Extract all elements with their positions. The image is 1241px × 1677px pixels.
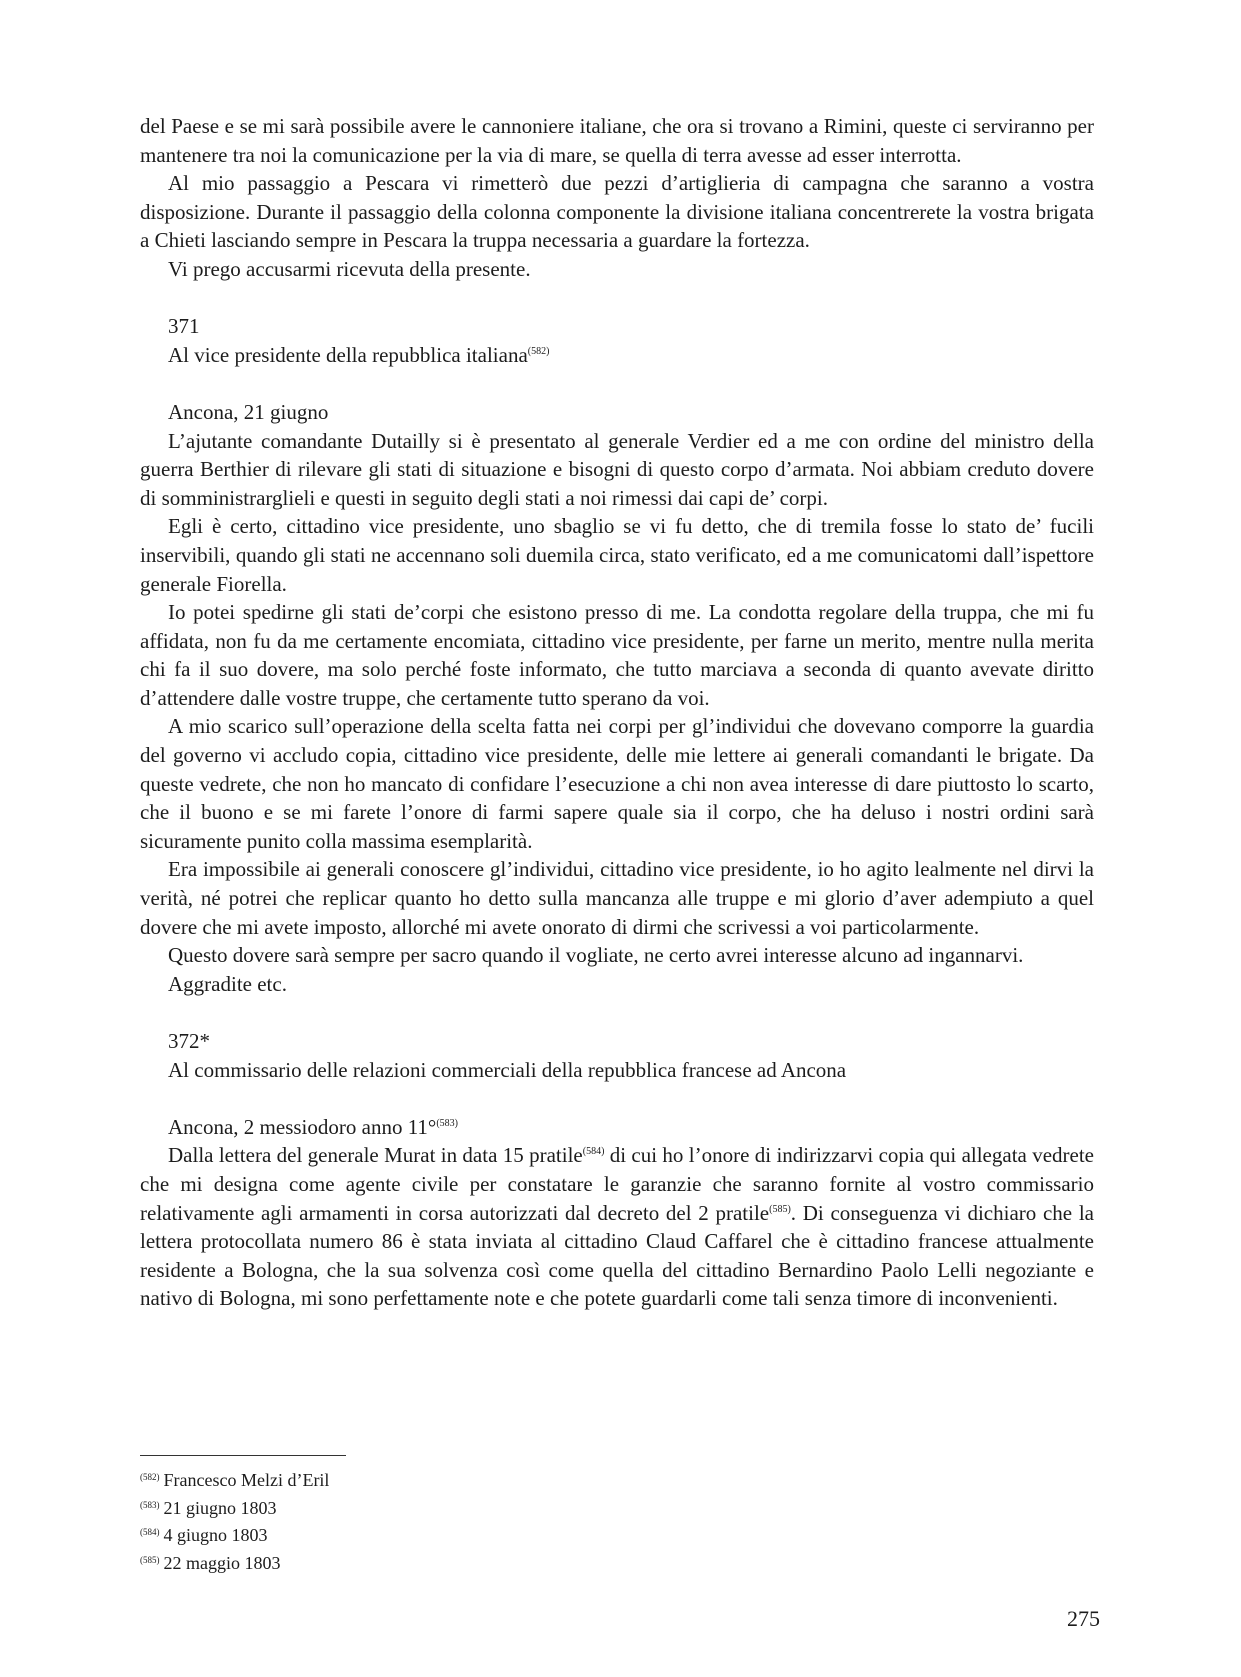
footnote-text: 21 giugno 1803 bbox=[163, 1497, 277, 1518]
paragraph: Al mio passaggio a Pescara vi rimetterò due pezzi d’artiglieria di campagna che saranno a vostra disposizione. Durante il passaggio della colonna componente la divisione italiana concentrerete la vostra brigata a Chieti lasciando sempre in Pescara la truppa necessaria a guardare la fortezza. bbox=[140, 171, 1094, 253]
letter-addressee: Al commissario delle relazioni commerciali della repubblica francese ad Ancona bbox=[168, 1057, 847, 1082]
footnote-ref[interactable]: (584) bbox=[582, 1146, 605, 1158]
text-run: . Di conseguenza vi dichiaro che la lettera protocollata numero 86 è stata inviata al cittadino Claud Caffarel che è cittadino francese attualmente residente a Bologna, che la sua solvenza così come quella del cittadino Bernardino Paolo Lelli negoziante e nativo di Bologna, mi sono perfettamente note e che potete guardarli come tali senza timore di inconvenienti. bbox=[140, 1200, 1094, 1311]
page-number: 275 bbox=[1067, 1606, 1100, 1631]
text-run: di cui ho l’onore di indirizzarvi copia qui allegata vedrete che mi designa come agente civile per constatare le garanzie che saranno fornite al vostro commissario relativamente agli armamenti in corsa autorizzati dal decreto del 2 pratile bbox=[140, 1143, 1094, 1225]
footnote bbox=[140, 1548, 329, 1576]
page-body bbox=[140, 112, 1094, 1313]
footnote-ref[interactable]: (582) bbox=[527, 345, 550, 357]
text-run: Dalla lettera del generale Murat in data 15 pratile bbox=[168, 1143, 583, 1168]
footnote-text: 22 maggio 1803 bbox=[163, 1552, 281, 1573]
paragraph: Vi prego accusarmi ricevuta della presente. bbox=[168, 256, 531, 281]
paragraph: Io potei spedirne gli stati de’corpi che esistono presso di me. La condotta regolare della truppa, che mi fu affidata, non fu da me certamente encomiata, cittadino vice presidente, per farne un merito, mentre nulla merita chi fa il suo dovere, ma solo perché foste informato, che tutto marciava a seconda di quanto avevate diritto d’attendere dalle vostre truppe, che certamente tutto sperano da voi. bbox=[140, 600, 1094, 710]
paragraph: Questo dovere sarà sempre per sacro quando il vogliate, ne certo avrei interesse alcuno ad ingannarvi. bbox=[168, 943, 1024, 968]
letter-date: Ancona, 21 giugno bbox=[168, 399, 329, 424]
paragraph: A mio scarico sull’operazione della scelta fatta nei corpi per gl’individui che dovevano comporre la guardia del governo vi accludo copia, cittadino vice presidente, delle mie lettere ai generali comandanti le brigate. Da queste vedrete, che non ho mancato di confidare l’esecuzione a chi non avea interesse di dare piuttosto lo scarto, che il buono e se mi farete l’onore di farmi sapere quale sia il corpo, che ha deluso i nostri ordini sarà sicuramente punito colla massima esemplarità. bbox=[140, 714, 1094, 853]
footnote bbox=[140, 1520, 329, 1548]
footnote-num: (585) bbox=[140, 1554, 160, 1565]
footnote-ref[interactable]: (585) bbox=[769, 1203, 791, 1215]
footnote bbox=[140, 1465, 329, 1493]
date-text: Ancona, 2 messiodoro anno 11° bbox=[168, 1114, 437, 1139]
letter-addressee bbox=[140, 341, 1094, 370]
footnote bbox=[140, 1493, 329, 1521]
paragraph: Era impossibile ai generali conoscere gl’individui, cittadino vice presidente, io ho agito lealmente nel dirvi la verità, né potrei che replicar quanto ho detto sulla mancanza alle truppe e mi glorio d’aver adempiuto a quel dovere che mi avete imposto, allorché mi avete onorato di dirmi che scrivessi a voi particolarmente. bbox=[140, 857, 1094, 939]
letter-number: 372* bbox=[168, 1029, 210, 1053]
paragraph: del Paese e se mi sarà possibile avere le cannoniere italiane, che ora si trovano a Rimini, queste ci serviranno per mantenere tra noi la comunicazione per la via di mare, se quella di terra avesse ad esser interrotta. bbox=[140, 114, 1094, 167]
letter-number: 371 bbox=[168, 314, 200, 339]
footnote-text: Francesco Melzi d’Eril bbox=[163, 1470, 330, 1490]
footnote-num: (582) bbox=[140, 1472, 160, 1482]
paragraph: Egli è certo, cittadino vice presidente, uno sbaglio se vi fu detto, che di tremila fosse lo stato de’ fucili inservibili, quando gli stati ne accennano soli duemila circa, stato verificato, ed a me comunicatomi dall’ispettore generale Fiorella. bbox=[140, 514, 1094, 596]
footnote-divider bbox=[140, 1455, 346, 1456]
footnote-num: (583) bbox=[140, 1499, 160, 1510]
letter-date bbox=[140, 1113, 1094, 1142]
closing: Aggradite etc. bbox=[168, 971, 287, 996]
footnote-ref[interactable]: (583) bbox=[436, 1117, 458, 1129]
paragraph: L’ajutante comandante Dutailly si è presentato al generale Verdier ed a me con ordine del ministro della guerra Berthier di rilevare gli stati di situazione e bisogni di questo corpo d’armata. Noi abbiam creduto dovere di somministrarglieli e questi in seguito degli stati a noi rimessi dai capi de’ corpi. bbox=[140, 428, 1094, 510]
addressee-text: Al vice presidente della repubblica italiana bbox=[168, 342, 528, 367]
footnote-num: (584) bbox=[140, 1527, 160, 1537]
paragraph bbox=[140, 1141, 1094, 1313]
footnote-text: 4 giugno 1803 bbox=[163, 1525, 268, 1545]
footnotes bbox=[140, 1465, 329, 1575]
